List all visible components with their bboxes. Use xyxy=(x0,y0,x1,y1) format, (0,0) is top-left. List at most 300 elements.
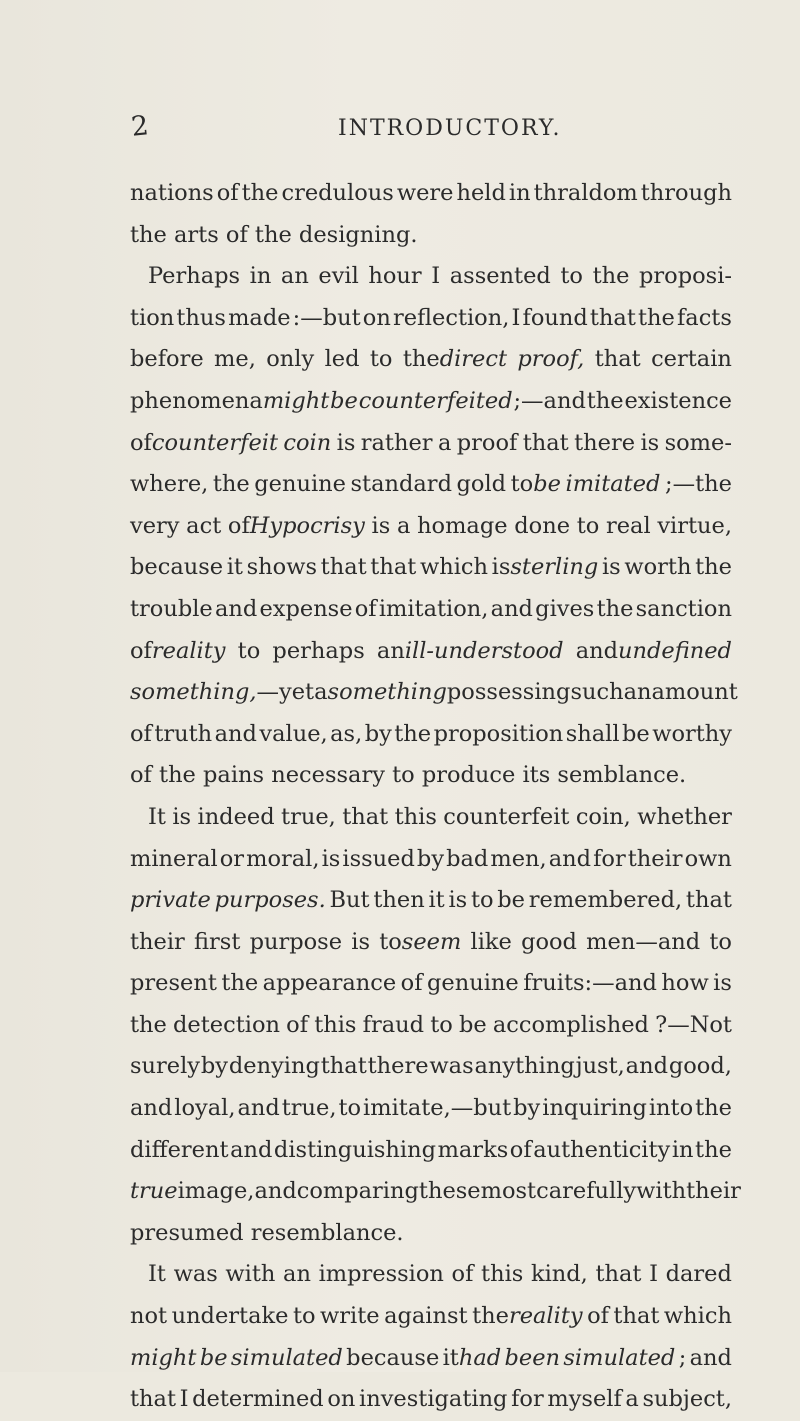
word: virtue, xyxy=(657,512,732,539)
word: the xyxy=(586,387,624,414)
justified-line xyxy=(130,922,732,964)
text-line xyxy=(130,506,732,548)
word: is xyxy=(371,512,391,539)
word: in xyxy=(249,263,272,290)
word: the xyxy=(221,970,259,997)
word: such xyxy=(570,679,624,706)
word: ithad xyxy=(442,1344,502,1371)
word: the xyxy=(394,720,432,747)
word: ofHypocrisy xyxy=(227,512,365,539)
word: I xyxy=(179,1386,189,1413)
word: the xyxy=(596,595,634,622)
word: of xyxy=(509,1136,532,1163)
word: of xyxy=(216,180,239,206)
word: held xyxy=(456,180,506,206)
word: proof, xyxy=(517,346,585,373)
justified-line xyxy=(148,1254,732,1296)
body-text xyxy=(130,173,741,1421)
word: genuine xyxy=(427,970,519,997)
word: dared xyxy=(665,1261,732,1288)
text-line xyxy=(130,631,732,673)
word: that xyxy=(342,803,389,830)
text-line xyxy=(130,423,732,465)
word: this xyxy=(314,1011,357,1038)
word: true, xyxy=(281,1095,337,1122)
word: for xyxy=(511,1386,544,1413)
word: expense xyxy=(259,595,353,622)
word: the xyxy=(637,304,675,331)
word: thus xyxy=(176,304,226,331)
word: certain xyxy=(651,346,732,373)
word: or xyxy=(219,845,245,872)
word: reflection, xyxy=(392,304,510,331)
word: worthy xyxy=(652,720,732,747)
word: that xyxy=(130,1386,176,1413)
word: homage xyxy=(417,512,508,539)
text-line xyxy=(130,547,732,589)
word: it xyxy=(428,887,445,914)
word: true, xyxy=(281,803,336,830)
word: there xyxy=(367,1053,429,1080)
word: is xyxy=(640,429,660,456)
word: with xyxy=(636,1178,687,1205)
word: inquiring xyxy=(542,1095,647,1122)
justified-line xyxy=(130,1171,741,1213)
word: like xyxy=(470,928,512,955)
justified-line xyxy=(130,464,732,506)
word: andundefined xyxy=(575,637,732,664)
word: to xyxy=(470,887,494,914)
word: gives xyxy=(535,595,595,622)
word: perhaps xyxy=(272,637,365,664)
word: that xyxy=(589,304,636,331)
page-number: 2 xyxy=(129,110,151,143)
word: and xyxy=(689,1344,732,1371)
word: Perhaps xyxy=(148,263,241,290)
word: private xyxy=(130,887,211,914)
word: remembered, xyxy=(528,887,683,914)
justified-line xyxy=(130,631,732,673)
word: that xyxy=(370,554,417,581)
word: I xyxy=(511,304,521,331)
word: that xyxy=(320,554,367,581)
word: a xyxy=(396,512,411,539)
text-line xyxy=(130,173,732,215)
word: in xyxy=(671,1136,694,1163)
word: proposition xyxy=(433,720,564,747)
word: by xyxy=(416,845,445,872)
word: a xyxy=(625,1386,639,1413)
justified-line xyxy=(130,963,732,1005)
word: men—and xyxy=(586,928,701,955)
word: determined xyxy=(192,1386,324,1413)
word: an xyxy=(623,679,652,706)
justified-line xyxy=(130,423,732,465)
word: the xyxy=(695,1136,732,1163)
word: :—but xyxy=(292,304,361,331)
word: very xyxy=(130,512,180,539)
word: moral, xyxy=(246,845,320,872)
word: to xyxy=(709,928,732,955)
word: of xyxy=(354,595,377,622)
word: hour xyxy=(368,263,422,290)
word: their xyxy=(130,928,185,955)
word: act xyxy=(186,512,222,539)
text-line xyxy=(130,381,732,423)
word: subject, xyxy=(642,1386,732,1413)
text-line xyxy=(130,1005,732,1047)
word: and xyxy=(548,845,592,872)
word: imitation, xyxy=(378,595,489,622)
word: this xyxy=(394,803,437,830)
word: on xyxy=(362,304,391,331)
word: rather xyxy=(360,429,433,456)
word: might xyxy=(130,1344,197,1371)
word: indeed xyxy=(197,803,275,830)
word: real xyxy=(605,512,651,539)
word: issued xyxy=(342,845,415,872)
word: thedirect xyxy=(402,346,508,373)
text-line xyxy=(130,1379,732,1421)
justified-line xyxy=(130,173,732,215)
word: to xyxy=(338,1095,362,1122)
word: image, xyxy=(177,1178,255,1205)
word: where, xyxy=(130,471,209,498)
word: counterfeit xyxy=(443,803,570,830)
word: tobe xyxy=(510,471,561,498)
word: their xyxy=(686,1178,741,1205)
justified-line xyxy=(130,589,732,631)
word: done xyxy=(514,512,571,539)
justified-line xyxy=(130,547,732,589)
word: this xyxy=(481,1261,524,1288)
word: credulous xyxy=(281,180,394,206)
word: worth xyxy=(624,554,692,581)
word: present xyxy=(130,970,217,997)
word: on xyxy=(327,1386,356,1413)
word: which xyxy=(663,1303,732,1330)
word: proof xyxy=(456,429,518,456)
word: shows xyxy=(246,554,318,581)
text-line xyxy=(130,672,738,714)
word: tion xyxy=(130,304,175,331)
word: appearance xyxy=(262,970,397,997)
word: to xyxy=(430,1011,453,1038)
word: I xyxy=(649,1261,658,1288)
word: by xyxy=(364,720,392,747)
word: counterfeited xyxy=(358,387,513,414)
page-header xyxy=(129,110,730,154)
text-line xyxy=(130,1130,732,1172)
word: good xyxy=(521,928,577,955)
word: me, xyxy=(214,346,256,373)
text-segment: the arts of the designing. xyxy=(130,221,418,248)
text-line xyxy=(130,215,732,257)
justified-line xyxy=(130,1379,732,1421)
justified-line xyxy=(148,797,732,839)
word: assented xyxy=(449,263,551,290)
word: purpose xyxy=(249,928,343,955)
word: imitated xyxy=(565,471,661,498)
word: be xyxy=(622,720,650,747)
word: that xyxy=(320,1053,367,1080)
word: is xyxy=(448,887,468,914)
text-line xyxy=(130,464,732,506)
text-line xyxy=(130,1254,732,1296)
justified-line xyxy=(130,1046,732,1088)
text-line xyxy=(130,922,732,964)
word: carefully xyxy=(536,1178,637,1205)
text-line xyxy=(130,797,732,839)
text-line xyxy=(130,755,732,797)
word: was xyxy=(429,1053,474,1080)
word: It xyxy=(148,803,166,830)
word: mineral xyxy=(130,845,218,872)
word: men, xyxy=(490,845,547,872)
justified-line xyxy=(130,1296,732,1338)
word: just, xyxy=(575,1053,625,1080)
word: because xyxy=(346,1344,440,1371)
word: comparing xyxy=(296,1178,419,1205)
word: is xyxy=(336,429,356,456)
word: to xyxy=(292,1303,316,1330)
word: amount xyxy=(651,679,738,706)
word: detection xyxy=(173,1011,280,1038)
word: myself xyxy=(547,1386,622,1413)
word: were xyxy=(396,180,454,206)
word: marks xyxy=(437,1136,509,1163)
text-line xyxy=(130,1171,741,1213)
justified-line xyxy=(130,1088,732,1130)
word: that xyxy=(595,1261,642,1288)
word: by xyxy=(200,1053,229,1080)
word: bad xyxy=(446,845,489,872)
word: phenomenamight xyxy=(130,387,330,414)
word: distinguishing xyxy=(273,1136,437,1163)
word: undertake xyxy=(171,1303,289,1330)
word: through xyxy=(640,180,732,206)
word: that xyxy=(613,1303,660,1330)
word: because xyxy=(130,554,224,581)
word: surely xyxy=(130,1053,201,1080)
word: loyal, xyxy=(174,1095,236,1122)
word: is xyxy=(713,970,732,997)
text-line xyxy=(130,1296,732,1338)
word: value, xyxy=(259,720,328,747)
word: of xyxy=(130,720,152,747)
word: of xyxy=(587,1303,609,1330)
word: some- xyxy=(664,429,732,456)
word: imitate,—but xyxy=(363,1095,512,1122)
word: coin xyxy=(283,429,332,456)
word: in xyxy=(508,180,531,206)
justified-line xyxy=(130,714,732,756)
justified-line xyxy=(130,298,732,340)
word: be xyxy=(199,1344,228,1371)
justified-line xyxy=(130,506,732,548)
word: been xyxy=(504,1344,561,1371)
word: fruits:—and xyxy=(523,970,657,997)
word: and xyxy=(237,1095,280,1122)
word: purposes. xyxy=(214,887,326,914)
justified-line xyxy=(130,880,732,922)
word: accomplished xyxy=(492,1011,649,1038)
word: anill-understood xyxy=(376,637,564,664)
word: gold xyxy=(456,471,507,498)
word: genuine xyxy=(254,471,346,498)
word: is xyxy=(601,554,621,581)
word: against xyxy=(384,1303,468,1330)
word: thereality xyxy=(472,1303,583,1330)
word: only xyxy=(266,346,315,373)
word: that xyxy=(685,887,732,914)
justified-line xyxy=(130,1005,732,1047)
text-segment: presumed resemblance. xyxy=(130,1219,404,1246)
word: of xyxy=(451,1261,474,1288)
word: ?—Not xyxy=(655,1011,732,1038)
word: and xyxy=(214,720,257,747)
word: thraldom xyxy=(533,180,638,206)
word: be xyxy=(497,887,525,914)
word: made xyxy=(228,304,291,331)
word: is xyxy=(172,803,192,830)
word: found xyxy=(522,304,588,331)
word: sanction xyxy=(635,595,732,622)
word: investigating xyxy=(359,1386,508,1413)
word: for xyxy=(593,845,626,872)
word: it xyxy=(226,554,243,581)
word: and xyxy=(130,1095,173,1122)
word: most xyxy=(480,1178,537,1205)
word: first xyxy=(194,928,241,955)
word: of xyxy=(286,1011,309,1038)
word: simulated xyxy=(230,1344,343,1371)
word: and xyxy=(214,595,258,622)
word: and xyxy=(490,595,533,622)
text-line xyxy=(130,1338,732,1380)
word: ofcounterfeit xyxy=(130,429,278,456)
word: that xyxy=(594,346,641,373)
word: anything xyxy=(474,1053,575,1080)
word: led xyxy=(324,346,360,373)
word: ofreality xyxy=(130,637,226,664)
word: coin, xyxy=(575,803,631,830)
word: true xyxy=(130,1178,178,1205)
text-line xyxy=(130,714,732,756)
word: proposi- xyxy=(639,263,732,290)
word: nations xyxy=(130,180,214,206)
word: denying xyxy=(228,1053,320,1080)
word: then xyxy=(373,887,425,914)
word: to xyxy=(576,512,600,539)
word: with xyxy=(225,1261,276,1288)
word: and xyxy=(230,1136,273,1163)
word: an xyxy=(280,263,309,290)
text-line xyxy=(130,963,732,1005)
text-line xyxy=(130,589,732,631)
word: whether xyxy=(637,803,732,830)
word: is xyxy=(321,845,341,872)
word: of xyxy=(400,970,423,997)
word: ;—the xyxy=(665,471,732,498)
word: toseem xyxy=(379,928,462,955)
word: authenticity xyxy=(533,1136,671,1163)
justified-line xyxy=(130,672,738,714)
word: that xyxy=(522,429,569,456)
word: standard xyxy=(350,471,452,498)
word: the xyxy=(212,471,250,498)
word: their xyxy=(627,845,683,872)
word: and xyxy=(254,1178,297,1205)
word: how xyxy=(661,970,709,997)
text-line xyxy=(130,256,732,298)
text-line xyxy=(130,880,732,922)
text-segment: of the pains necessary to produce its semblance. xyxy=(130,762,687,789)
text-line xyxy=(130,1213,732,1255)
word: to xyxy=(237,637,261,664)
word: is xyxy=(351,928,370,955)
word: existence xyxy=(624,387,732,414)
word: and xyxy=(625,1053,668,1080)
word: write xyxy=(320,1303,380,1330)
word: be xyxy=(330,387,358,414)
word: something,—yet xyxy=(130,679,315,706)
word: shall xyxy=(565,720,620,747)
justified-line xyxy=(130,381,732,423)
justified-line xyxy=(130,839,732,881)
word: It xyxy=(148,1261,166,1288)
word: a xyxy=(437,429,452,456)
word: by xyxy=(513,1095,541,1122)
text-line xyxy=(130,1088,732,1130)
word: simulated xyxy=(563,1344,676,1371)
word: be xyxy=(459,1011,487,1038)
word: these xyxy=(418,1178,481,1205)
word: to xyxy=(560,263,583,290)
word: evil xyxy=(318,263,359,290)
word: to xyxy=(369,346,393,373)
word: as, xyxy=(330,720,363,747)
justified-line xyxy=(148,256,732,298)
word: ;—and xyxy=(513,387,586,414)
word: an xyxy=(283,1261,311,1288)
word: asomething xyxy=(314,679,447,706)
text-line xyxy=(130,298,732,340)
word: the xyxy=(695,1095,732,1122)
word: I xyxy=(431,263,441,290)
word: into xyxy=(648,1095,694,1122)
word: kind, xyxy=(530,1261,588,1288)
word: truth xyxy=(154,720,213,747)
word: trouble xyxy=(130,595,213,622)
text-line xyxy=(130,339,732,381)
word: the xyxy=(130,1011,167,1038)
word: the xyxy=(592,263,630,290)
word: there xyxy=(574,429,636,456)
text-line xyxy=(130,1046,732,1088)
word: the xyxy=(695,554,732,581)
word: But xyxy=(329,887,370,914)
word: before xyxy=(130,346,204,373)
text-line xyxy=(130,839,732,881)
running-head: INTRODUCTORY. xyxy=(338,116,562,141)
word: possessing xyxy=(446,679,571,706)
word: facts xyxy=(676,304,732,331)
word: not xyxy=(130,1303,168,1330)
word: the xyxy=(241,180,279,206)
word: impression xyxy=(318,1261,444,1288)
justified-line xyxy=(130,1130,732,1172)
